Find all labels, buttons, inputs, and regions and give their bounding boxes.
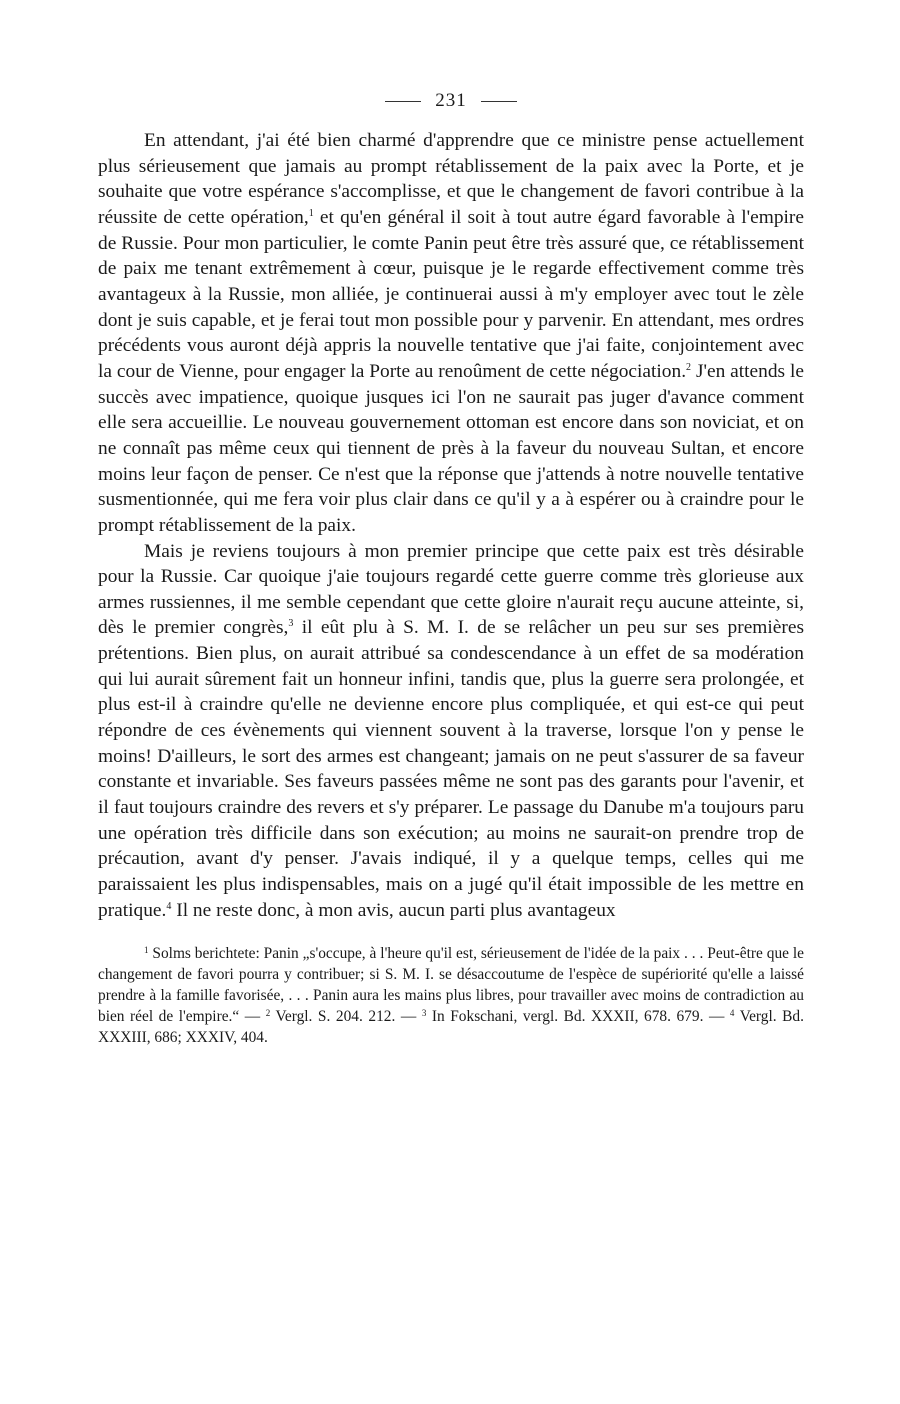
footnotes — [98, 943, 804, 1048]
footnote-marker: 3 — [421, 1008, 427, 1019]
text-run: In Fokschani, vergl. Bd. XXXII, 678. 679. — — [426, 1008, 730, 1026]
page-number-header — [98, 88, 804, 114]
paragraph — [98, 539, 804, 924]
header-rule-left — [385, 101, 421, 102]
footnote-marker: 4 — [166, 900, 172, 912]
header-rule-right — [481, 101, 517, 102]
paragraph — [98, 128, 804, 539]
footnote-marker: 4 — [729, 1008, 735, 1019]
text-run: En attendant, j'ai été bien charmé d'apprendre que ce ministre pense actuellement plus sérieusement que jamais au prompt rétablissement de la paix avec la Porte, et je souhaite que votre espérance s'accomplisse, et que le changement de favori contribue à la réussite de cette opération, — [98, 130, 804, 228]
document-page — [98, 88, 804, 1048]
text-run: Vergl. S. 204. 212. — — [270, 1008, 422, 1026]
text-run: Mais je reviens toujours à mon premier principe que cette paix est très désirable pour la Russie. Car quoique j'aie toujours regardé cette guerre comme très glorieuse aux armes russiennes, il me semble cependant que cette gloire n'aurait reçu aucune atteinte, si, dès le premier congrès, — [98, 540, 804, 639]
text-run: Solms berichtete: Panin „s'occupe, à l'heure qu'il est, sérieusement de l'idée de la paix . . . Peut-être que le changement de favori pourra y contribuer; si S. M. I. se désaccoutume de l'espèce de supériorité qu'elle a laissé prendre à la famille favorisée, . . . Panin aura les mains plus libres, pour travailler avec moins de contradiction au bien réel de l'empire.“ — — [98, 945, 804, 1026]
text-run: Il ne reste donc, à mon avis, aucun parti plus avantageux — [171, 899, 616, 921]
footnote-marker: 2 — [265, 1008, 271, 1019]
text-run: il eût plu à S. M. I. de se relâcher un peu sur ses premières prétentions. Bien plus, on aurait attribué sa condescendance à un effet de sa modération qui lui aurait sûrement fait un honneur infini, tandis que, plus la guerre sera prolongée, et plus est-il à craindre qu'elle ne devienne encore plus compliquée, et qui est-ce qui peut répondre de ces évènements qui viennent souvent à la traverse, lorsque l'on y pense le moins! D'ailleurs, le sort des armes est changeant; jamais on ne peut s'assurer de sa faveur constante et invariable. Ses faveurs passées même ne sont pas des garants pour l'avenir, et il faut toujours craindre des revers et s'y préparer. Le passage du Danube m'a toujours paru une opération très difficile dans son exécution; au moins ne saurait-on prendre trop de précaution, avant d'y penser. J'avais indiqué, il y a quelque temps, celles qui me paraissaient les plus indispensables, mais on a jugé qu'il était impossible de les mettre en pratique. — [98, 617, 804, 921]
footnote-marker: 1 — [308, 207, 314, 219]
body-text — [98, 128, 804, 923]
footnote-marker: 1 — [144, 945, 149, 956]
footnote-marker: 2 — [686, 361, 692, 373]
footnote-marker: 3 — [288, 618, 294, 630]
text-run: J'en attends le succès avec impatience, quoique jusques ici l'on ne saurait pas juger d'avance comment elle sera accueillie. Le nouveau gouvernement ottoman est encore dans son noviciat, et on ne connaît pas même ceux qui tiennent de près à la faveur du nouveau Sultan, et encore moins leur façon de penser. Ce n'est que la réponse que j'attends à notre nouvelle tentative susmentionnée, qui me fera voir plus clair dans ce qu'il y a à espérer ou à craindre pour le prompt rétablissement de la paix. — [98, 360, 804, 536]
text-run: Vergl. Bd. XXXIII, 686; XXXIV, 404. — [98, 1008, 804, 1047]
text-run: et qu'en général il soit à tout autre égard favorable à l'empire de Russie. Pour mon particulier, le comte Panin peut être très assuré que, ce rétablissement de paix me tenant extrêmement à cœur, puisque je le regarde effectivement comme très avantageux à la Russie, mon alliée, je continuerai aussi à m'y employer avec tout le zèle dont je suis capable, et je ferai tout mon possible pour y parvenir. En attendant, mes ordres précédents vous auront déjà appris la nouvelle tentative que j'ai faite, conjointement avec la cour de Vienne, pour engager la Porte au renoûment de cette négociation. — [98, 206, 804, 382]
page-number: 231 — [435, 90, 467, 111]
